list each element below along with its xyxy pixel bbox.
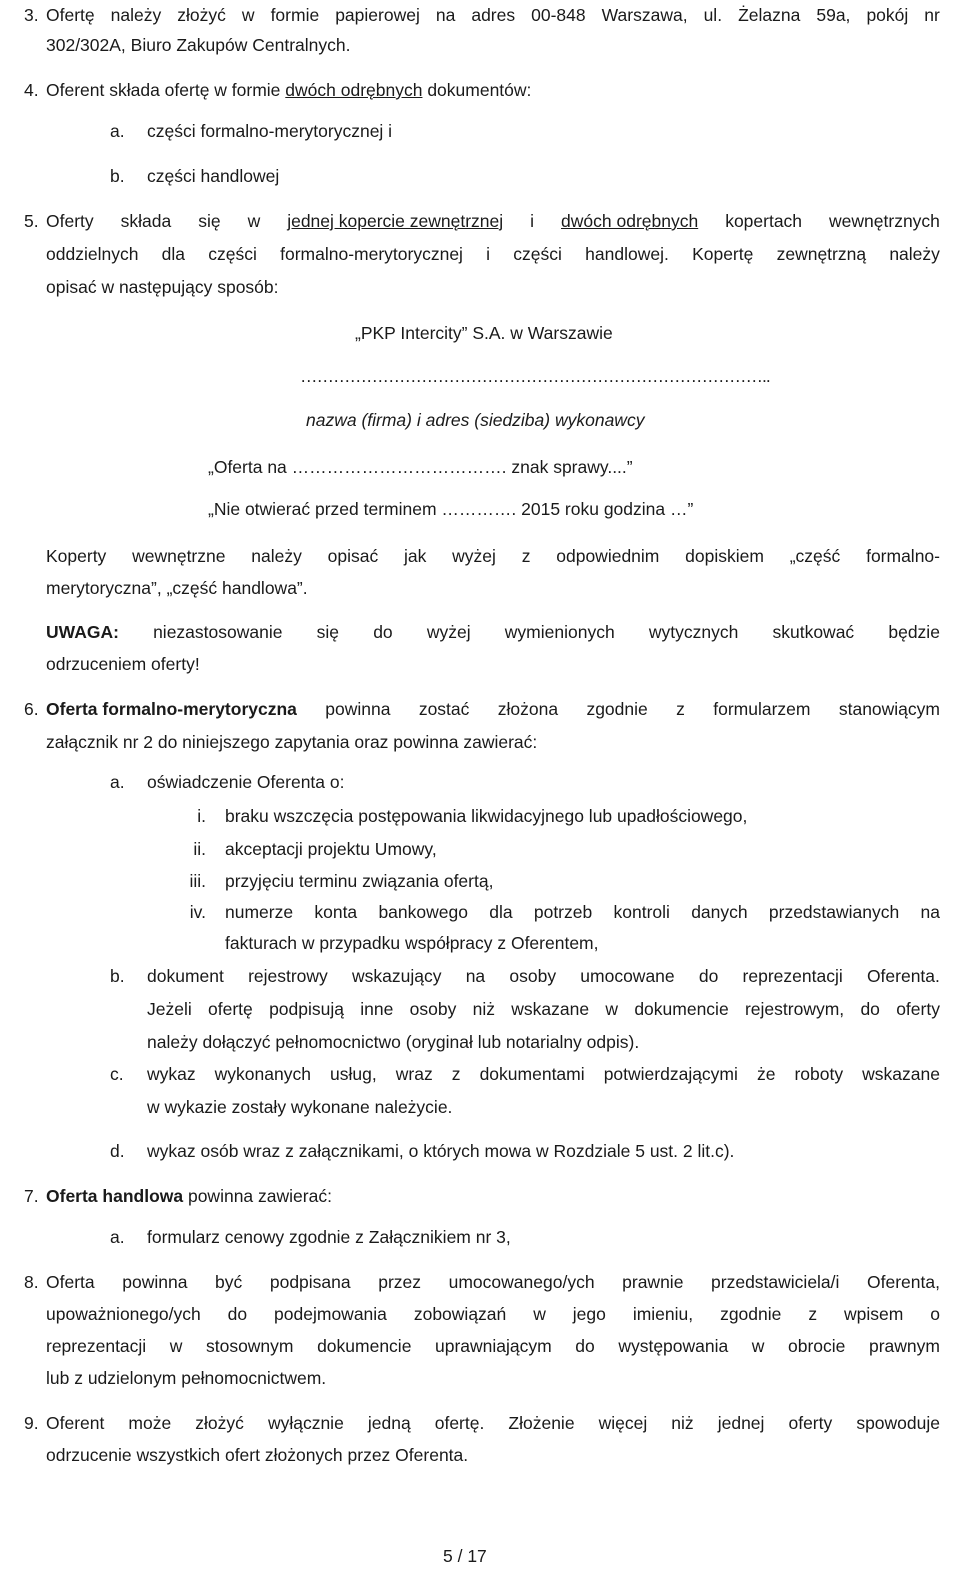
word: 59a, [816,5,851,25]
word: zostać [418,699,470,719]
word: obrocie [788,1336,846,1356]
item-number: 5. [24,211,39,231]
word: na [465,966,486,986]
word: się [316,622,340,642]
word: ofertę. [434,1413,485,1433]
word: złożyć [195,1413,244,1433]
envelope-do-not-open: „Nie otwierać przed terminem …………. 2015 roku godzina …” [208,499,694,519]
word: do [698,966,719,986]
word: handlowej. [585,244,669,264]
word: formularzem [713,699,811,719]
word: przez [378,1272,422,1292]
word: osoby [409,999,457,1019]
word: skutkować [772,622,855,642]
word: papierowej [335,5,420,25]
item-4-text: Oferent składa ofertę w formie dwóch odrębnych dokumentów: [46,80,532,100]
warning-label: UWAGA: [46,622,119,642]
word: reprezentacji [742,966,843,986]
sub-text: formularz cenowy zgodnie z Załącznikiem nr 3, [147,1227,511,1247]
word: jego [572,1304,606,1324]
word: części [208,244,257,264]
word: niezastosowanie [153,622,283,642]
item-8-line-4: lub z udzielonym pełnomocnictwem. [46,1368,327,1388]
item-3-line-1 [46,4,940,26]
word: prawnie [622,1272,684,1292]
word: opisać [327,546,379,566]
word: 00-848 [531,5,586,25]
word: wyłącznie [267,1413,344,1433]
word: kontroli [613,902,670,922]
word: dla [161,244,186,264]
word: wykaz [147,1064,196,1084]
word: złożyć [177,5,226,25]
word: inne [360,999,394,1019]
word: oferty [788,1413,833,1433]
word: z [808,1304,818,1324]
roman-text [225,901,940,923]
word: podpisana [269,1272,351,1292]
word: wpisem [844,1304,904,1324]
roman-text: akceptacji projektu Umowy, [225,839,437,859]
word: spowoduje [856,1413,940,1433]
sub-label: c. [110,1064,124,1084]
word: imieniu, [632,1304,694,1324]
word: dla [489,902,513,922]
word: Złożenie [508,1413,575,1433]
word: z [451,1064,461,1084]
item-number: 4. [24,80,39,100]
word: Ofertę [46,5,95,25]
roman-text: przyjęciu terminu związania ofertą, [225,871,494,891]
roman-label: iv. [189,902,206,922]
word: uprawniającym [435,1336,552,1356]
word: ofertę [208,999,253,1019]
word: Koperty [46,546,107,566]
word: potwierdzającymi [603,1064,738,1084]
word: Warszawa, [601,5,688,25]
word: więcej [598,1413,648,1433]
word: rejestrowy [248,966,328,986]
word: reprezentacji [46,1336,147,1356]
sub-text: oświadczenie Oferenta o: [147,772,345,792]
word: w [751,1336,765,1356]
word: wyżej [426,622,471,642]
word: rejestrowym, [744,999,845,1019]
envelope-offer: „Oferta na ………………………………. znak sprawy....” [208,457,633,477]
roman-label: i. [197,806,206,826]
envelope-contractor-name: nazwa (firma) i adres (siedziba) wykonawcy [306,410,645,430]
sub-label: a. [110,772,125,792]
word: wskazujący [352,966,442,986]
word: Jeżeli [147,999,192,1019]
word: numerze [225,902,294,922]
roman-label: iii. [189,871,206,891]
item-3-line-2: 302/302A, Biuro Zakupów Centralnych. [46,35,351,55]
word: zgodnie [720,1304,782,1324]
item-9-line-2: odrzucenie wszystkich ofert złożonych przez Oferenta. [46,1445,469,1465]
envelope-company: „PKP Intercity” S.A. w Warszawie [355,323,613,343]
word: do [575,1336,595,1356]
sub-label: d. [110,1141,125,1161]
word: dokumencie [317,1336,412,1356]
word: potrzeb [533,902,593,922]
word: jak [404,546,427,566]
word: umocowane [580,966,675,986]
word: dokument [147,966,224,986]
word: należy [110,5,162,25]
word: z [676,699,685,719]
word: umocowanego/ych [448,1272,595,1292]
word: bankowego [378,902,468,922]
word: przedstawianych [768,902,900,922]
word: przedstawiciela/i [711,1272,840,1292]
item-9-line-1 [46,1412,940,1434]
item-5-line-1: Oferty składa się w jednej kopercie zewnętrznej i dwóch odrębnych kopertach wewnętrznych [46,211,940,231]
word: formalno- [866,546,940,566]
word: należy [251,546,302,566]
word: adres [471,5,516,25]
item-8-line-1 [46,1271,940,1293]
word: może [128,1413,172,1433]
word: dokumentami [479,1064,585,1084]
word: jednej [717,1413,765,1433]
word: formalno-merytorycznej [280,244,463,264]
warning-line-2: odrzuceniem oferty! [46,654,200,674]
word: stosownym [205,1336,294,1356]
word: Oferenta, [867,1272,940,1292]
word: jedną [367,1413,411,1433]
word: w [169,1336,183,1356]
word: że [756,1064,776,1084]
word: Oferenta. [866,966,940,986]
item-6c-line-1 [147,1063,940,1085]
item-number: 7. [24,1186,39,1206]
word: do [227,1304,248,1324]
word: złożona [497,699,559,719]
word: wymienionych [504,622,615,642]
word: i [486,244,491,264]
word: danych [691,902,748,922]
word: powinna [122,1272,188,1292]
word: pokój [866,5,909,25]
item-number: 8. [24,1272,39,1292]
inner-envelopes-line-1 [46,545,940,567]
item-5-line-2 [46,243,940,265]
sub-text: części handlowej [147,166,280,186]
word: będzie [888,622,940,642]
word: nr [924,5,940,25]
word: na [435,5,456,25]
inner-envelopes-line-2: merytoryczna”, „część handlowa”. [46,578,308,598]
word: w [605,999,619,1019]
word: upoważnionego/ych [46,1304,201,1324]
word: powinna [325,699,391,719]
word: należy [889,244,940,264]
item-6b-line-1 [147,965,940,987]
word: Kopertę [692,244,754,264]
word: niż [472,999,495,1019]
envelope-dots: ………………………………………………………………………….. [300,366,770,386]
roman-text-continued: fakturach w przypadku współpracy z Oferentem, [225,933,599,953]
sub-text: wykaz osób wraz z załącznikami, o których mowa w Rozdziale 5 ust. 2 lit.c). [147,1141,735,1161]
word: niż [671,1413,694,1433]
word: występowania [618,1336,729,1356]
sub-label: b. [110,966,125,986]
sub-label: b. [110,166,125,186]
item-8-line-3 [46,1335,940,1357]
word: wskazane [862,1064,940,1084]
item-7-text: Oferta handlowa powinna zawierać: [46,1186,332,1206]
word: do [860,999,880,1019]
sub-label: a. [110,1227,125,1247]
word: do [373,622,393,642]
word: wskazane [511,999,590,1019]
word: wytycznych [648,622,739,642]
word: ul. [703,5,723,25]
word: zobowiązań [413,1304,507,1324]
warning-line-1 [46,621,940,643]
word: z [521,546,531,566]
word: „część [789,546,841,566]
item-5-line-3: opisać w następujący sposób: [46,277,279,297]
item-6-line-1: Oferta formalno-merytoryczna powinna zostać złożona zgodnie z formularzem stanowiącym [46,699,940,719]
word: stanowiącym [838,699,940,719]
word: części [513,244,562,264]
word: o [930,1304,940,1324]
page-number: 5 / 17 [443,1546,487,1566]
word: wyżej [452,546,496,566]
item-6c-line-2: w wykazie zostały wykonane należycie. [147,1097,453,1117]
word: wykonanych [214,1064,311,1084]
item-number: 9. [24,1413,39,1433]
word: podejmowania [274,1304,387,1324]
roman-text: braku wszczęcia postępowania likwidacyjnego lub upadłościowego, [225,806,748,826]
word: na [920,902,940,922]
word: osoby [509,966,557,986]
word: prawnym [868,1336,940,1356]
word: dopiskiem [685,546,764,566]
item-6b-line-3: należy dołączyć pełnomocnictwo (oryginał lub notarialny odpis). [147,1032,640,1052]
word: Żelazna [738,5,801,25]
word: formie [270,5,320,25]
word: Oferent [46,1413,105,1433]
item-8-line-2 [46,1303,940,1325]
word: podpisują [269,999,344,1019]
item-number: 6. [24,699,39,719]
word: zewnętrzną [776,244,867,264]
sub-label: a. [110,121,125,141]
roman-label: ii. [193,839,206,859]
word: w [533,1304,546,1324]
item-6-line-2: załącznik nr 2 do niniejszego zapytania oraz powinna zawierać: [46,732,538,752]
word: usług, [330,1064,377,1084]
word: Oferta [46,1272,95,1292]
word: dokumencie [634,999,729,1019]
word: zgodnie [586,699,648,719]
word: być [215,1272,243,1292]
item-number: 3. [24,5,39,25]
sub-text: części formalno-merytorycznej i [147,121,393,141]
item-6b-line-2 [147,998,940,1020]
word: wraz [395,1064,433,1084]
word: oferty [896,999,940,1019]
word: w [241,5,255,25]
word: wewnętrzne [132,546,226,566]
word: oddzielnych [46,244,139,264]
word: odpowiednim [556,546,660,566]
word: roboty [794,1064,844,1084]
word: konta [314,902,358,922]
